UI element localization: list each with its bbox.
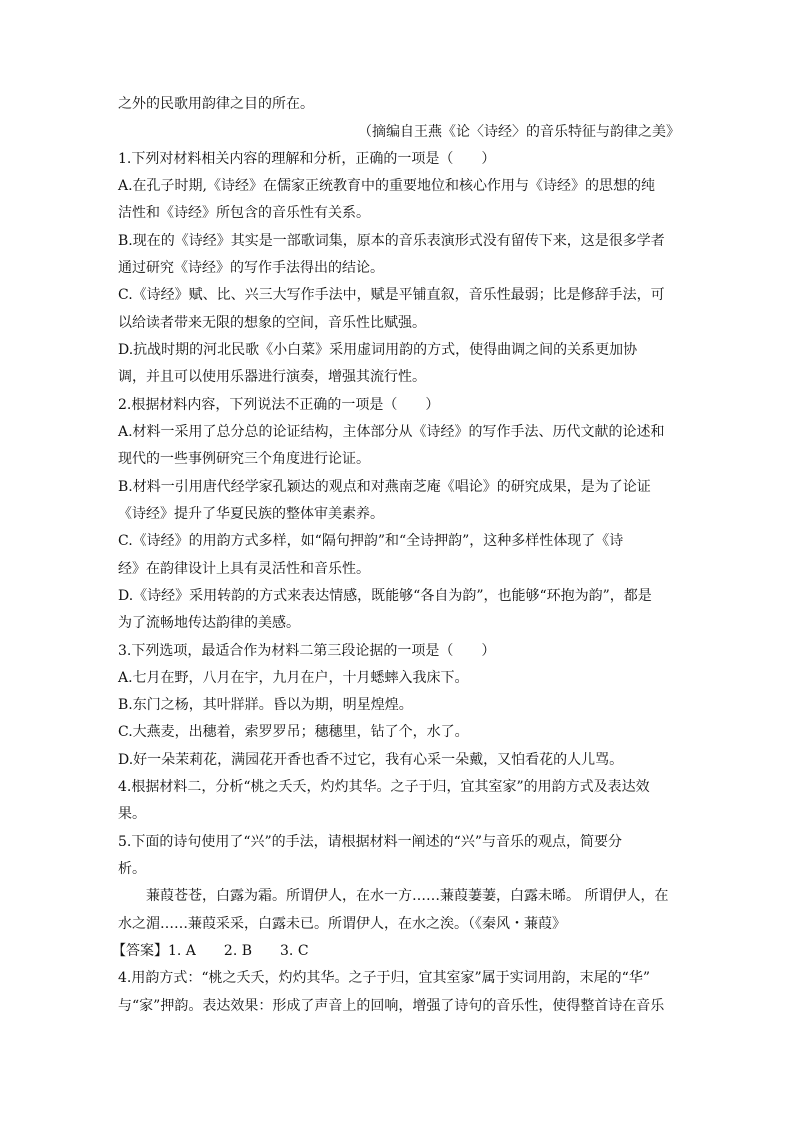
option-line: 通过研究《诗经》的写作手法得出的结论。 xyxy=(118,260,384,276)
answer-4: 4.用韵方式：“桃之夭夭，灼灼其华。之子于归，宜其室家”属于实词用韵，末尾的“华” xyxy=(118,970,650,986)
question-1: 1.下列对材料相关内容的理解和分析，正确的一项是（ ） xyxy=(118,151,496,167)
citation-line: （摘编自王燕《论〈诗经〉的音乐特征与韵律之美》 xyxy=(358,124,680,140)
poem-line: 蒹葭苍苍，白露为霜。所谓伊人，在水一方……蒹葭萋萋，白露未晞。 所谓伊人，在 xyxy=(146,888,669,904)
poem-line: 水之湄……蒹葭采采，白露未已。所谓伊人，在水之涘。（《秦风・蒹葭》 xyxy=(118,916,566,932)
question-5-cont: 析。 xyxy=(118,861,146,877)
option-line: A.七月在野，八月在宇，九月在户，十月蟋蟀入我床下。 xyxy=(118,670,469,686)
option-line: C.大燕麦，出穗着，索罗罗吊；穗穗里，钻了个，水了。 xyxy=(118,724,469,740)
option-line: 以给读者带来无限的想象的空间，音乐性比赋强。 xyxy=(118,315,426,331)
option-line: D.好一朵茉莉花，满园花开香也香不过它，我有心采一朵戴，又怕看花的人儿骂。 xyxy=(118,752,624,768)
option-line: A.在孔子时期,《诗经》在儒家正统教育中的重要地位和核心作用与《诗经》的思想的纯 xyxy=(118,178,656,194)
text-line: 之外的民歌用韵律之目的所在。 xyxy=(118,96,314,112)
question-5: 5.下面的诗句使用了“兴”的手法，请根据材料一阐述的“兴”与音乐的观点，简要分 xyxy=(118,834,622,850)
option-line: B.材料一引用唐代经学家孔颖达的观点和对燕南芝庵《唱论》的研究成果，是为了论证 xyxy=(118,479,651,495)
option-line: D.《诗经》采用转韵的方式来表达情感，既能够“各自为韵”，也能够“环抱为韵”，都是 xyxy=(118,588,652,604)
option-line: C.《诗经》赋、比、兴三大写作手法中，赋是平铺直叙，音乐性最弱；比是修辞手法，可 xyxy=(118,287,665,303)
question-2: 2.根据材料内容，下列说法不正确的一项是（ ） xyxy=(118,397,440,413)
option-line: 《诗经》提升了华夏民族的整体审美素养。 xyxy=(118,506,384,522)
option-line: C.《诗经》的用韵方式多样，如“隔句押韵”和“全诗押韵”，这种多样性体现了《诗 xyxy=(118,533,624,549)
answer-line: 【答案】1. A 2. B 3. C xyxy=(112,943,309,959)
option-line: 调，并且可以使用乐器进行演奏，增强其流行性。 xyxy=(118,369,426,385)
question-4-cont: 果。 xyxy=(118,806,146,822)
answer-4-cont: 与“家”押韵。表达效果：形成了声音上的回响，增强了诗句的音乐性，使得整首诗在音乐 xyxy=(118,998,665,1014)
option-line: 为了流畅地传达韵律的美感。 xyxy=(118,615,300,631)
option-line: B.现在的《诗经》其实是一部歌词集，原本的音乐表演形式没有留传下来，这是很多学者 xyxy=(118,233,665,249)
option-line: A.材料一采用了总分总的论证结构，主体部分从《诗经》的写作手法、历代文献的论述和 xyxy=(118,424,665,440)
option-line: D.抗战时期的河北民歌《小白菜》采用虚词用韵的方式，使得曲调之间的关系更加协 xyxy=(118,342,638,358)
question-4: 4.根据材料二，分析“桃之夭夭，灼灼其华。之子于归，宜其室家”的用韵方式及表达效 xyxy=(118,779,650,795)
option-line: 现代的一些事例研究三个角度进行论证。 xyxy=(118,451,370,467)
option-line: B.东门之杨，其叶牂牂。昏以为期，明星煌煌。 xyxy=(118,697,413,713)
option-line: 经》在韵律设计上具有灵活性和音乐性。 xyxy=(118,561,370,577)
option-line: 洁性和《诗经》所包含的音乐性有关系。 xyxy=(118,205,370,221)
question-3: 3.下列选项，最适合作为材料二第三段论据的一项是（ ） xyxy=(118,643,496,659)
